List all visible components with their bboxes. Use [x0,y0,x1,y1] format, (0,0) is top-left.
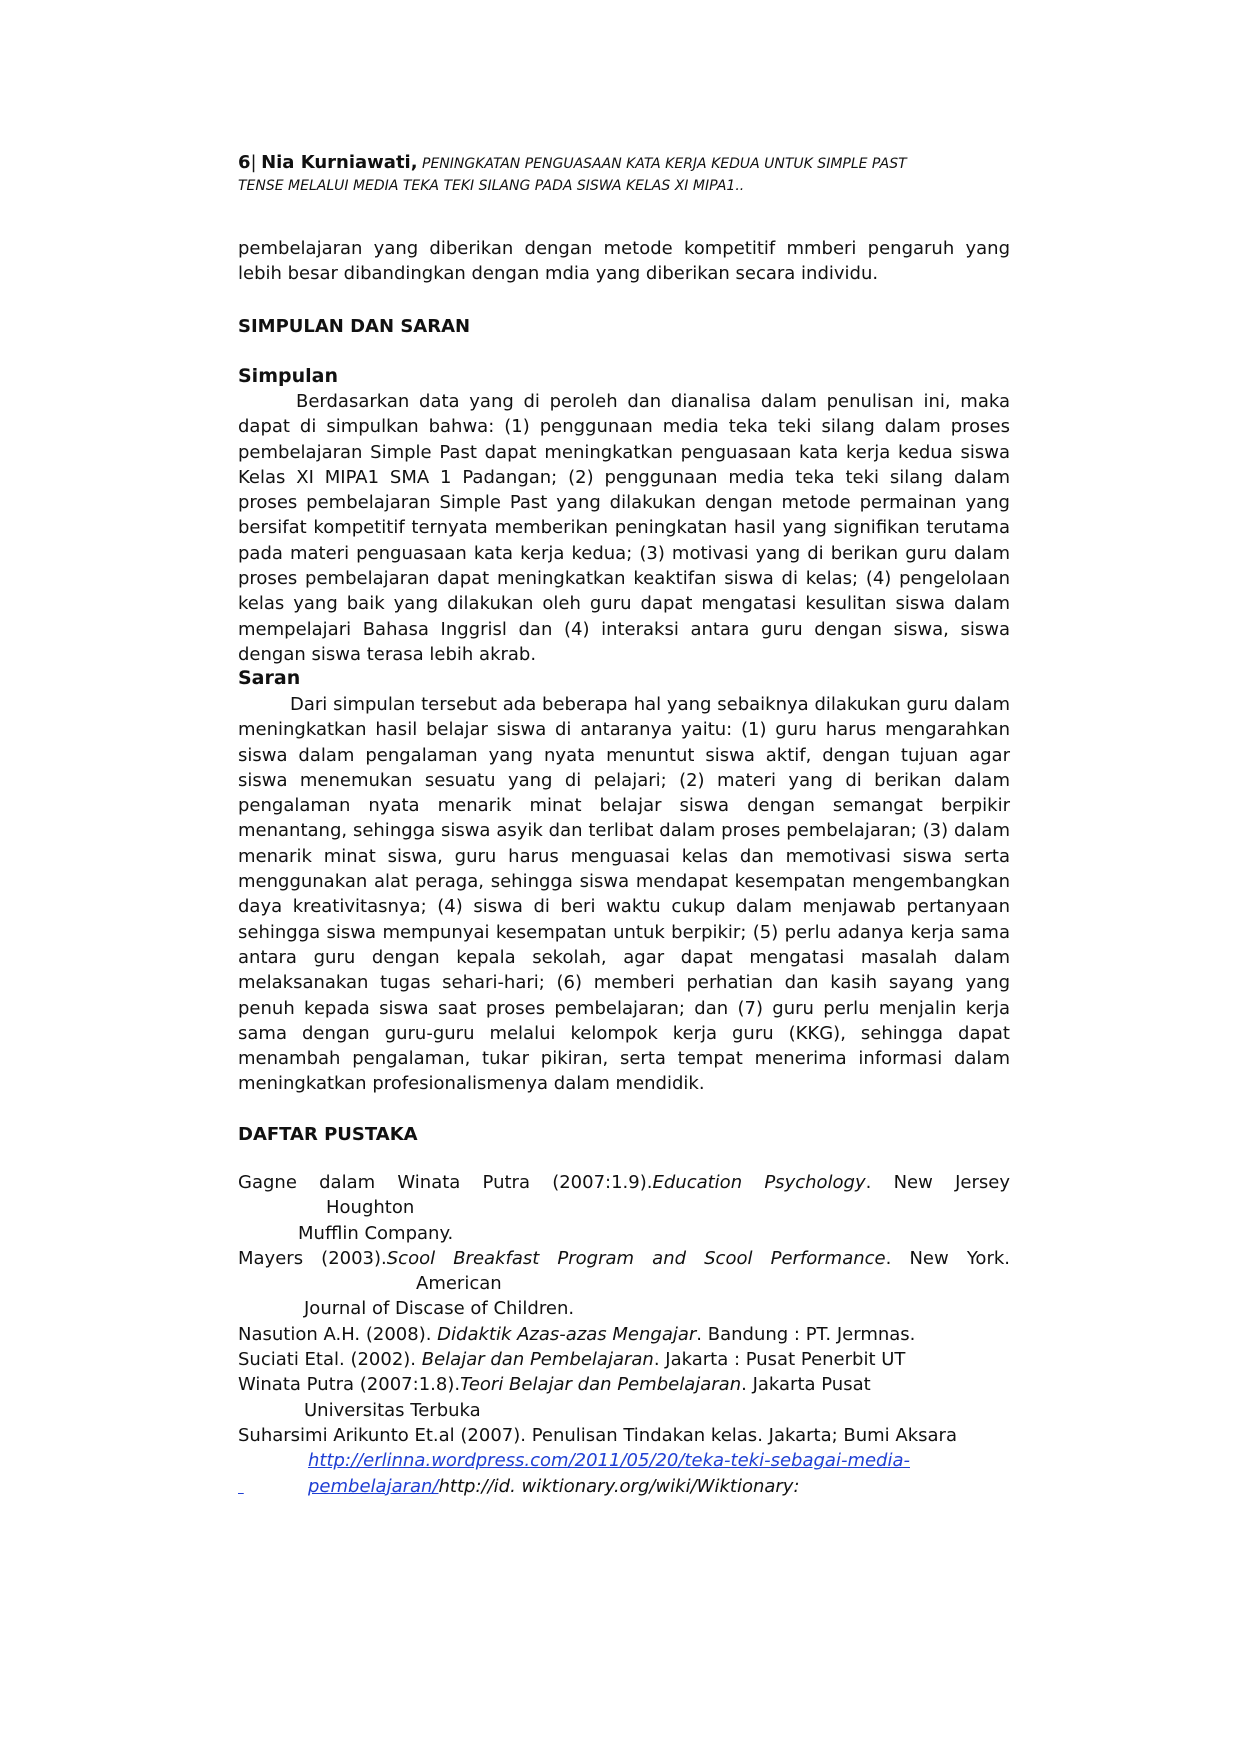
header-title-line2: TENSE MELALUI MEDIA TEKA TEKI SILANG PADA SISWA KELAS XI MIPA1.. [238,178,745,194]
reference-entry: Winata Putra (2007:1.8).Teori Belajar dan Pembelajaran. Jakarta Pusat [238,1374,871,1396]
references-title: DAFTAR PUSTAKA [238,1124,418,1145]
reference-continuation: Universitas Terbuka [304,1399,481,1421]
reference-url-plain: http://id. wiktionary.org/wiki/Wiktionary: [438,1475,800,1497]
saran-heading: Saran [238,667,301,689]
reference-entry: Nasution A.H. (2008). Didaktik Azas-azas Mengajar. Bandung : PT. Jermnas. [238,1323,916,1345]
reference-url-line2 [238,1474,1010,1499]
reference-entry: Mayers (2003).Scool Breakfast Program and Scool Performance. New York. [238,1247,1010,1269]
reference-continuation: Journal of Discase of Children. [304,1298,575,1320]
header-separator: | [250,152,257,173]
reference-entry: Suciati Etal. (2002). Belajar dan Pembelajaran. Jakarta : Pusat Penerbit UT [238,1349,906,1371]
underline-indent [238,1474,308,1499]
reference-link[interactable]: http://erlinna.wordpress.com/2011/05/20/teka-teki-sebagai-media- [308,1450,910,1472]
header-title-line1: PENINGKATAN PENGUASAAN KATA KERJA KEDUA UNTUK SIMPLE PAST [422,156,907,172]
header-author: Nia Kurniawati, [261,152,418,173]
reference-continuation: Mufflin Company. [298,1222,454,1244]
saran-paragraph: Dari simpulan tersebut ada beberapa hal yang sebaiknya dilakukan guru dalam meningkatkan hasil belajar siswa di antaranya yaitu: (1) guru harus mengarahkan siswa dalam pengalaman yang nyata menuntut siswa aktif, dengan tujuan agar siswa menemukan sesuatu yang di pelajari; (2) materi yang di berikan dalam pengalaman nyata menarik minat belajar siswa dengan semangat berpikir menantang, sehingga siswa asyik dan terlibat dalam proses pembelajaran; (3) dalam menarik minat siswa, guru harus menguasai kelas dan memotivasi siswa serta menggunakan alat peraga, sehingga siswa mendapat kesempatan mengembangkan daya kreativitasnya; (4) siswa di beri waktu cukup dalam menjawab pertanyaan sehingga siswa mempunyai kesempatan untuk berpikir; (5) perlu adanya kerja sama antara guru dengan kepala sekolah, agar dapat mengatasi masalah dalam melaksanakan tugas sehari-hari; (6) memberi perhatian dan kasih sayang yang penuh kepada siswa saat proses pembelajaran; dan (7) guru perlu menjalin kerja sama dengan guru-guru melalui kelompok kerja guru (KKG), sehingga dapat menambah pengalaman, tukar pikiran, serta tempat menerima informasi dalam meningkatkan profesionalismenya dalam mendidik. [238,694,1010,1095]
running-header-line1 [238,152,1010,175]
reference-entry: Gagne dalam Winata Putra (2007:1.9).Education Psychology. New Jersey [238,1172,1010,1193]
simpulan-heading: Simpulan [238,365,338,387]
reference-entry: Suharsimi Arikunto Et.al (2007). Penulisan Tindakan kelas. Jakarta; Bumi Aksara [238,1424,957,1446]
reference-link[interactable]: pembelajaran/ [308,1475,439,1497]
running-header [238,152,1010,197]
intro-paragraph: pembelajaran yang diberikan dengan metode kompetitif mmberi pengaruh yang lebih besar dibandingkan dengan mdia yang diberikan secara individu. [238,238,1010,285]
reference-url-line1 [238,1448,1010,1473]
simpulan-paragraph: Berdasarkan data yang di peroleh dan dianalisa dalam penulisan ini, maka dapat di simpulkan bahwa: (1) penggunaan media teka teki silang dalam proses pembelajaran Simple Past dapat meningkatkan penguasaan kata kerja kedua siswa Kelas XI MIPA1 SMA 1 Padangan; (2) penggunaan media teka teki silang dalam proses pembelajaran Simple Past yang dilakukan dengan metode permainan yang bersifat kompetitif ternyata memberikan peningkatan hasil yang signifikan terutama pada materi penguasaan kata kerja kedua; (3) motivasi yang di berikan guru dalam proses pembelajaran dapat meningkatkan keaktifan siswa di kelas; (4) pengelolaan kelas yang baik yang dilakukan oleh guru dapat mengatasi kesulitan siswa dalam mempelajari Bahasa Inggrisl dan (4) interaksi antara guru dengan siswa, siswa dengan siswa terasa lebih akrab. [238,391,1010,665]
reference-list [238,1170,1010,1499]
page-number: 6 [238,152,251,173]
section-title: SIMPULAN DAN SARAN [238,316,471,337]
reference-continuation: Houghton [326,1197,415,1219]
reference-continuation: American [416,1273,502,1295]
